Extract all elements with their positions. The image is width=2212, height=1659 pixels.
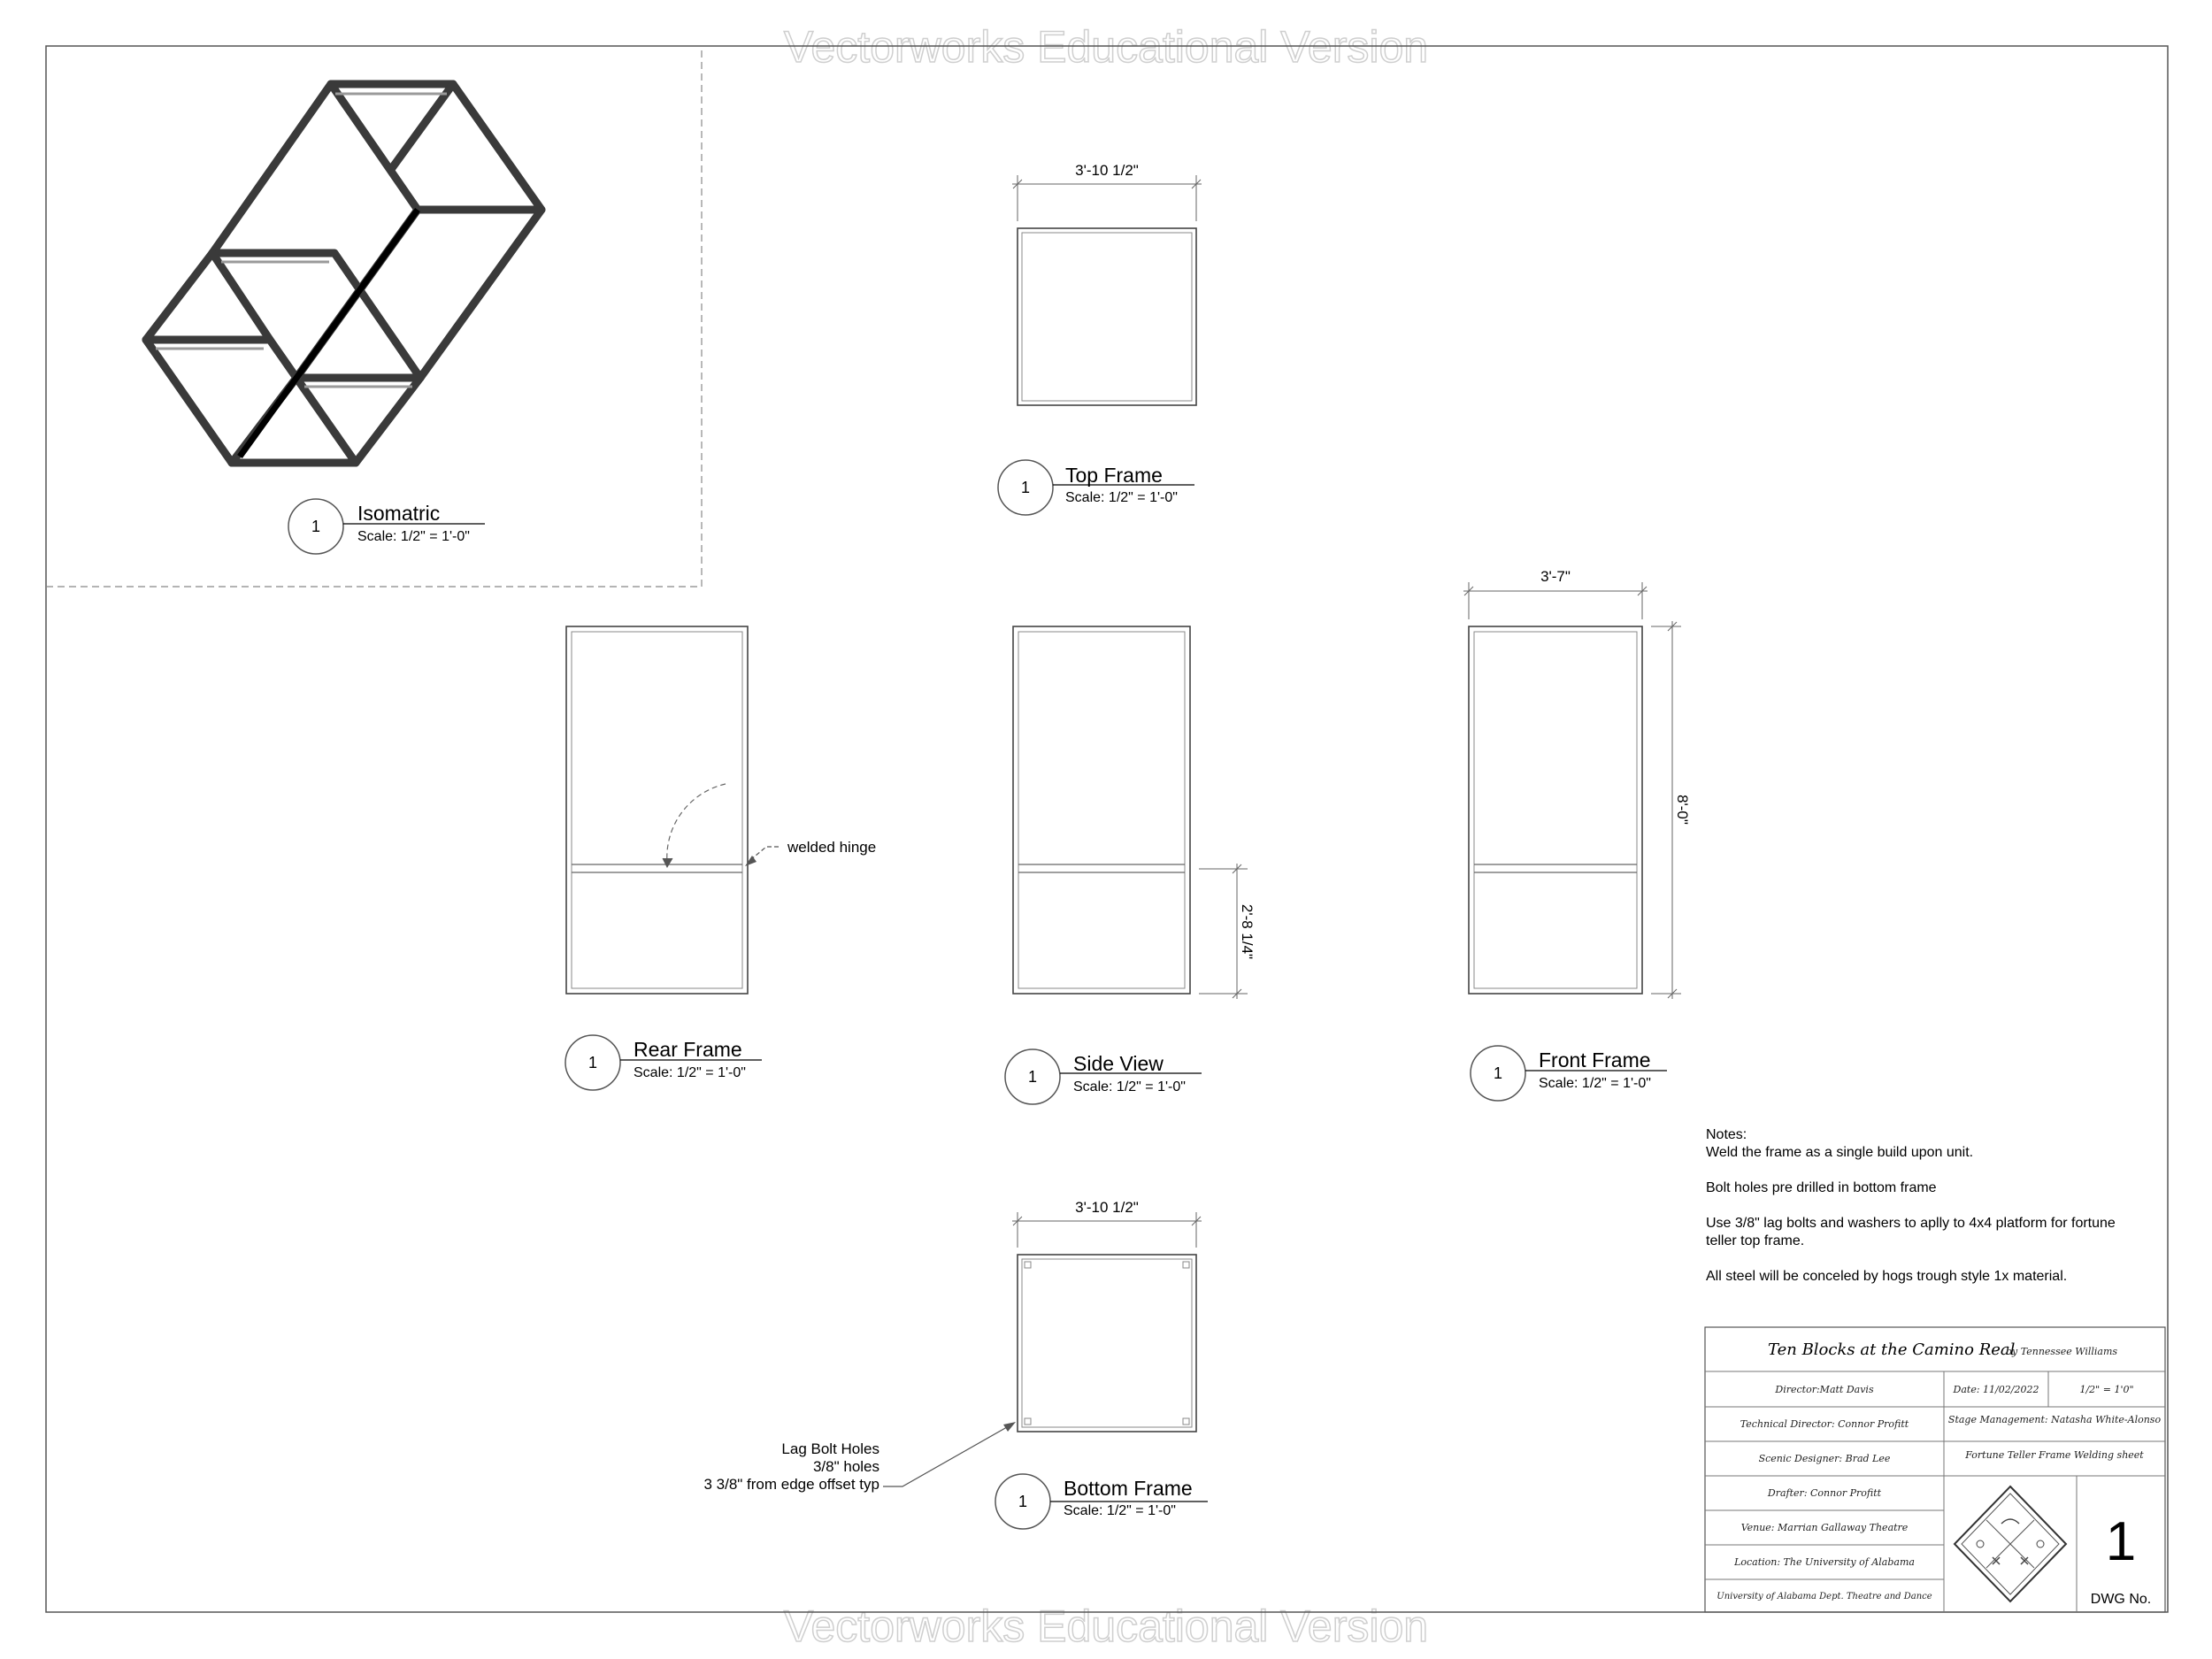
rear-title: Rear Frame <box>634 1038 742 1061</box>
isometric-title-marker <box>288 499 485 554</box>
bottom-width-dimension: 3'-10 1/2" <box>1075 1199 1139 1216</box>
front-frame-title-marker <box>1471 1046 1667 1101</box>
bottom-frame-drawing <box>703 1199 1202 1493</box>
top-scale: Scale: 1/2" = 1'-0" <box>1065 490 1178 505</box>
title-block <box>1705 1327 2165 1612</box>
watermark-bottom: Vectorworks Educational Version <box>783 1601 1429 1651</box>
sheet-title: Fortune Teller Frame Welding sheet <box>1965 1449 2144 1461</box>
drawing-number: 1 <box>2105 1511 2137 1572</box>
note-line: Bolt holes pre drilled in bottom frame <box>1706 1180 1937 1195</box>
top-number: 1 <box>1020 479 1031 496</box>
scenic-designer: Scenic Designer: Brad Lee <box>1758 1453 1891 1464</box>
bottom-number: 1 <box>1018 1493 1028 1510</box>
side-scale: Scale: 1/2" = 1'-0" <box>1073 1079 1186 1094</box>
isometric-number: 1 <box>311 518 321 535</box>
top-width-dimension: 3'-10 1/2" <box>1075 162 1139 179</box>
top-title: Top Frame <box>1065 464 1163 487</box>
notes-heading: Notes: <box>1706 1127 1747 1142</box>
bottom-frame-title-marker <box>995 1474 1208 1529</box>
side-number: 1 <box>1027 1068 1038 1086</box>
location: Location: The University of Alabama <box>1734 1556 1915 1568</box>
note-line: All steel will be conceled by hogs trough style 1x material. <box>1706 1269 2068 1284</box>
venue: Venue: Marrian Gallaway Theatre <box>1740 1522 1909 1533</box>
director: Director:Matt Davis <box>1775 1384 1874 1395</box>
department: University of Alabama Dept. Theatre and Dance <box>1717 1592 1932 1601</box>
lag-bolt-callout-line-1: Lag Bolt Holes <box>781 1440 879 1457</box>
show-title: Ten Blocks at the Camino Real <box>1768 1340 2016 1359</box>
rear-frame-drawing <box>566 626 876 994</box>
note-line: teller top frame. <box>1706 1233 1805 1248</box>
watermark-top: Vectorworks Educational Version <box>783 22 1429 72</box>
side-view-title-marker <box>1005 1049 1202 1104</box>
drawing-scale: 1/2" = 1'0" <box>2079 1384 2134 1395</box>
front-number: 1 <box>1493 1064 1503 1082</box>
isometric-scale: Scale: 1/2" = 1'-0" <box>357 529 470 544</box>
front-height-dimension: 8'-0" <box>1674 795 1691 825</box>
date: Date: 11/02/2022 <box>1953 1384 2039 1395</box>
department-crest-logo <box>1955 1486 2066 1601</box>
stage-management: Stage Management: Natasha White-Alonso <box>1947 1414 2162 1425</box>
notes-block <box>1706 1127 2116 1284</box>
rear-number: 1 <box>588 1054 598 1071</box>
note-line: Use 3/8" lag bolts and washers to aplly to 4x4 platform for fortune <box>1706 1216 2116 1231</box>
bottom-title: Bottom Frame <box>1064 1477 1193 1500</box>
rear-frame-title-marker <box>565 1035 762 1090</box>
welded-hinge-label: welded hinge <box>787 839 877 856</box>
technical-director: Technical Director: Connor Profitt <box>1740 1418 1909 1430</box>
lag-bolt-callout-line-3: 3 3/8" from edge offset typ <box>703 1476 879 1493</box>
side-view-drawing <box>1013 626 1256 999</box>
note-line: Weld the frame as a single build upon unit. <box>1706 1145 1974 1160</box>
isometric-drawing <box>146 84 541 463</box>
top-frame-title-marker <box>998 460 1194 515</box>
top-frame-drawing <box>1012 162 1202 405</box>
front-frame-drawing <box>1463 568 1691 999</box>
lag-bolt-callout-line-2: 3/8" holes <box>812 1458 879 1475</box>
show-author: by Tennessee Williams <box>2006 1346 2118 1357</box>
front-title: Front Frame <box>1539 1048 1651 1071</box>
isometric-title: Isomatric <box>357 502 441 525</box>
drafter: Drafter: Connor Profitt <box>1767 1487 1882 1499</box>
side-height-dimension: 2'-8 1/4" <box>1239 903 1256 960</box>
rear-scale: Scale: 1/2" = 1'-0" <box>634 1065 746 1080</box>
front-scale: Scale: 1/2" = 1'-0" <box>1539 1076 1651 1091</box>
front-width-dimension: 3'-7" <box>1540 568 1571 585</box>
side-title: Side View <box>1073 1052 1164 1075</box>
drawing-number-label: DWG No. <box>2090 1592 2152 1607</box>
bottom-scale: Scale: 1/2" = 1'-0" <box>1064 1503 1176 1518</box>
